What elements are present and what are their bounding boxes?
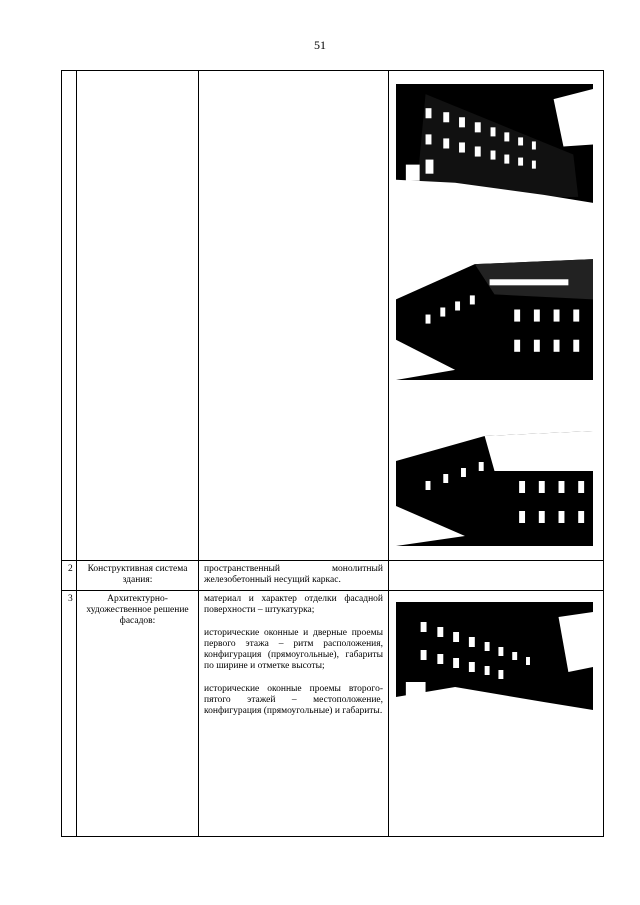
table-cell-description (199, 71, 389, 561)
table-cell-number (62, 71, 77, 561)
description-paragraph: материал и характер отделки фасадной поверхности – штукатурка; (204, 594, 383, 615)
description-paragraph: исторические оконные и дверные проемы первого этажа – ритм расположения, конфигурация (прямоугольные), габариты по ширине и отметке высоты; (204, 628, 383, 671)
table-cell-name: Конструктивная система здания: (77, 561, 199, 591)
facade-photo-1 (396, 84, 593, 215)
table-cell-description (199, 591, 389, 837)
facade-photo-2 (396, 239, 593, 380)
table-cell-photos (389, 71, 604, 561)
page-number: 51 (314, 38, 326, 52)
table-cell-name (77, 71, 199, 561)
table-cell-number: 3 (62, 591, 77, 837)
table-cell-photos (389, 561, 604, 591)
table-cell-number: 2 (62, 561, 77, 591)
table-cell-name: Архитектурно-художественное решение фасадов: (77, 591, 199, 837)
description-paragraph: исторические оконные проемы второго-пятого этажей – местоположение, конфигурация (прямоугольные) и габариты. (204, 684, 383, 716)
table-cell-description (199, 561, 389, 591)
facade-table (61, 70, 604, 837)
description-paragraph: пространственный монолитный железобетонный несущий каркас. (204, 564, 383, 585)
facade-photo-4 (396, 602, 593, 727)
table-cell-photos (389, 591, 604, 837)
facade-photo-3 (396, 396, 593, 546)
